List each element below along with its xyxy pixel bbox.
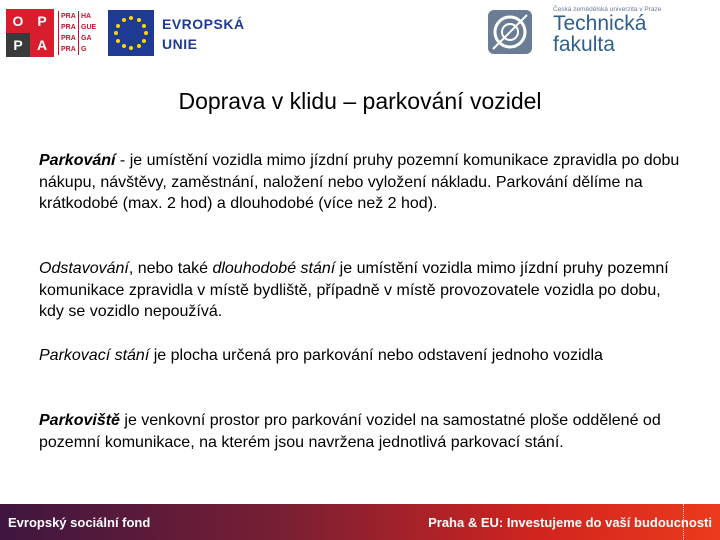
faculty-university: Česká zemědělská univerzita v Praze	[553, 6, 662, 13]
eu-star-icon	[114, 31, 118, 35]
term-parkovani: Parkování	[39, 152, 116, 169]
paragraph-text: je venkovní prostor pro parkování vozidel na samostatné ploše oddělené od pozemní komunikace, na kterém jsou navržena jednotlivá parkovací stání.	[39, 412, 661, 451]
term-dlouhodobe-stani: dlouhodobé stání	[212, 260, 336, 277]
paragraph-text: - je umístění vozidla mimo jízdní pruhy pozemní komunikace zpravidla po dobu nákupu, návštěvy, zaměstnání, naložení nebo vyložení nákladu. Parkování dělíme na krátkodobé (max. 2 hod) a dlouhodobé (více než 2 hod).	[39, 152, 680, 212]
eu-star-icon	[116, 24, 120, 28]
praha-word: PRA	[58, 22, 78, 33]
eu-star-icon	[122, 44, 126, 48]
term-odstavovani: Odstavování	[39, 260, 129, 277]
paragraph-odstavovani	[39, 258, 689, 323]
term-parkoviste: Parkoviště	[39, 412, 120, 429]
term-parkovaci-stani: Parkovací stání	[39, 347, 150, 364]
faculty-logo-text	[553, 6, 661, 55]
praha-word: PRA	[58, 44, 78, 55]
praha-word: G	[78, 44, 98, 55]
faculty-logo-icon	[485, 7, 535, 57]
eu-logo-text	[162, 14, 245, 54]
eu-star-icon	[116, 39, 120, 43]
paragraph-text: je umístění vozidla mimo jízdní pruhy pozemní komunikace zpravidla v místě bydliště, případně v místě provozovatele vozidla po dobu, kdy se vozidlo nepoužívá.	[39, 260, 669, 320]
eu-star-icon	[129, 16, 133, 20]
oppa-letter: O	[6, 9, 30, 33]
paragraph-parkoviste	[39, 410, 689, 453]
faculty-line1: Technická	[553, 12, 647, 35]
eu-star-icon	[122, 18, 126, 22]
praha-word: GA	[78, 33, 98, 44]
praha-word: HA	[78, 11, 98, 22]
footer-right-text: Praha & EU: Investujeme do vaší budoucnosti	[428, 515, 712, 530]
eu-star-icon	[142, 24, 146, 28]
eu-star-icon	[137, 18, 141, 22]
oppa-logo	[6, 9, 54, 57]
eu-star-icon	[129, 46, 133, 50]
praha-word: PRA	[58, 33, 78, 44]
paragraph-text: , nebo také	[128, 260, 213, 277]
faculty-line2: fakulta	[553, 33, 615, 56]
footer-left-text: Evropský sociální fond	[8, 515, 151, 530]
footer-bar	[0, 504, 720, 540]
eu-text-line1: EVROPSKÁ	[162, 16, 245, 32]
eu-flag-icon	[108, 10, 154, 56]
oppa-letter: P	[30, 9, 54, 33]
praha-logo-text	[58, 11, 98, 55]
paragraph-parkovani	[39, 150, 689, 215]
eu-star-icon	[142, 39, 146, 43]
praha-word: GUE	[78, 22, 98, 33]
eu-star-icon	[144, 31, 148, 35]
paragraph-text: je plocha určená pro parkování nebo odstavení jednoho vozidla	[149, 347, 603, 364]
eu-text-line2: UNIE	[162, 36, 198, 52]
paragraph-parkovaci-stani	[39, 345, 689, 367]
slide-title: Doprava v klidu – parkování vozidel	[178, 88, 542, 114]
eu-star-icon	[137, 44, 141, 48]
oppa-letter: P	[6, 33, 30, 57]
oppa-letter: A	[30, 33, 54, 57]
header	[0, 0, 720, 62]
praha-word: PRA	[58, 11, 78, 22]
